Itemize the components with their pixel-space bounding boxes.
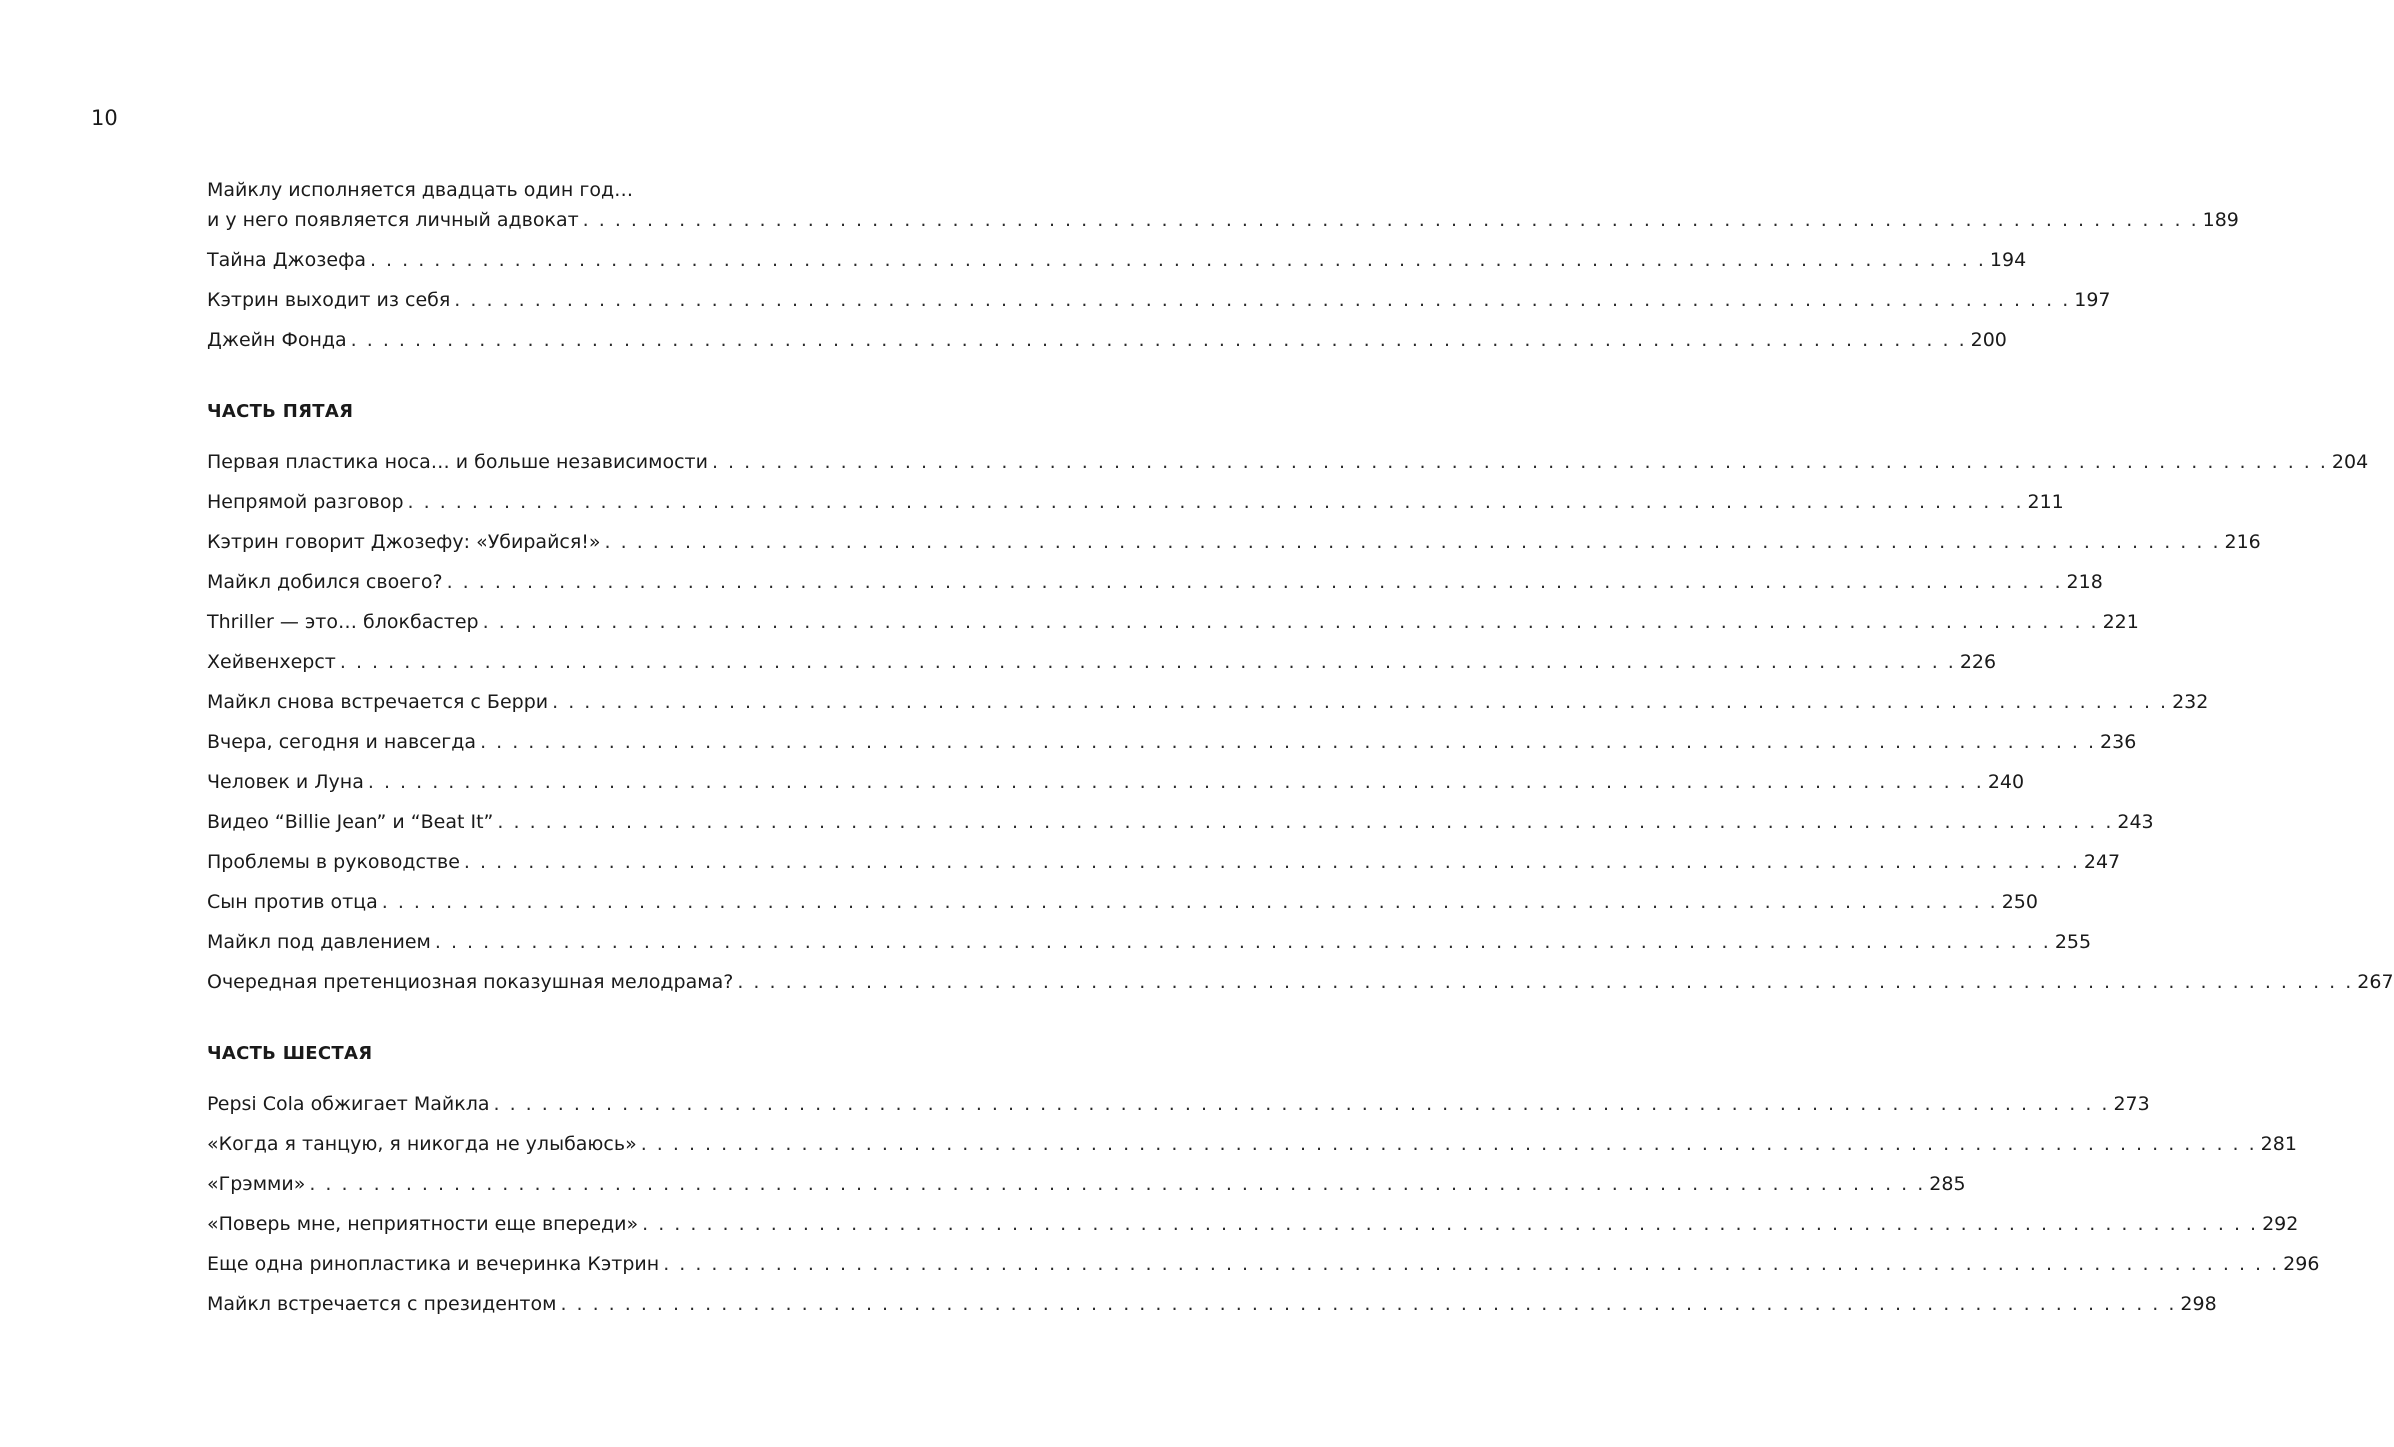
- toc-entry-title: Хейвенхерст: [207, 651, 336, 673]
- toc-top-group: [207, 175, 2239, 365]
- toc-entry-title: Thriller — это… блокбастер: [207, 611, 479, 633]
- toc-entry: [207, 767, 2025, 807]
- dot-leader: . . . . . . . . . . . . . . . . . . . . . . . . . . . . . . . . . . . . . . . . . . . . . . . . . . . . . . . . . . . . . . . . . . . . . . . . . . . . . . . . . . . . . . . . . . . . . . . . . . . . .: [369, 249, 1986, 271]
- dot-leader: . . . . . . . . . . . . . . . . . . . . . . . . . . . . . . . . . . . . . . . . . . . . . . . . . . . . . . . . . . . . . . . . . . . . . . . . . . . . . . . . . . . . . . . . . . . . . . . . . . . . .: [582, 209, 2199, 231]
- dot-leader: . . . . . . . . . . . . . . . . . . . . . . . . . . . . . . . . . . . . . . . . . . . . . . . . . . . . . . . . . . . . . . . . . . . . . . . . . . . . . . . . . . . . . . . . . . . . . . . . . . . . .: [350, 329, 1967, 351]
- toc-entry-page: 204: [2331, 451, 2369, 473]
- toc-entry-page: 211: [2027, 491, 2064, 513]
- toc-entry-page: 232: [2172, 691, 2209, 713]
- toc-entry-title: «Поверь мне, неприятности еще впереди»: [207, 1213, 639, 1235]
- table-of-contents: [207, 175, 2394, 1329]
- toc-entry-title: Майкл под давлением: [207, 931, 431, 953]
- section-heading: ЧАСТЬ ШЕСТАЯ: [207, 1043, 373, 1064]
- toc-entry-title: Первая пластика носа… и больше независимости: [207, 451, 708, 473]
- toc-entry: [207, 1209, 2299, 1249]
- dot-leader: . . . . . . . . . . . . . . . . . . . . . . . . . . . . . . . . . . . . . . . . . . . . . . . . . . . . . . . . . . . . . . . . . . . . . . . . . . . . . . . . . . . . . . . . . . . . . . . . . . . . .: [552, 691, 2169, 713]
- toc-entry-title: Кэтрин говорит Джозефу: «Убирайся!»: [207, 531, 601, 553]
- toc-entry: [207, 1289, 2217, 1329]
- toc-entry: [207, 927, 2092, 967]
- toc-entry: [207, 325, 2007, 365]
- toc-entry-title: Очередная претенциозная показушная мелодрама?: [207, 971, 734, 993]
- toc-entry-page: 236: [2100, 731, 2137, 753]
- dot-leader: . . . . . . . . . . . . . . . . . . . . . . . . . . . . . . . . . . . . . . . . . . . . . . . . . . . . . . . . . . . . . . . . . . . . . . . . . . . . . . . . . . . . . . . . . . . . . . . . . . . . .: [737, 971, 2354, 993]
- toc-entry: [207, 285, 2111, 325]
- toc-entry-page: 296: [2283, 1253, 2320, 1275]
- toc-entry: [207, 687, 2209, 727]
- toc-entry-title: «Грэмми»: [207, 1173, 306, 1195]
- toc-entry-page: 250: [2001, 891, 2038, 913]
- toc-section-five: [207, 397, 2394, 1007]
- toc-entry: [207, 487, 2064, 527]
- dot-leader: . . . . . . . . . . . . . . . . . . . . . . . . . . . . . . . . . . . . . . . . . . . . . . . . . . . . . . . . . . . . . . . . . . . . . . . . . . . . . . . . . . . . . . . . . . . . . . . . . . . . .: [480, 731, 2097, 753]
- dot-leader: . . . . . . . . . . . . . . . . . . . . . . . . . . . . . . . . . . . . . . . . . . . . . . . . . . . . . . . . . . . . . . . . . . . . . . . . . . . . . . . . . . . . . . . . . . . . . . . . . . . . .: [309, 1173, 1926, 1195]
- toc-entry-title: и у него появляется личный адвокат: [207, 209, 579, 231]
- toc-entry-page: 247: [2083, 851, 2121, 873]
- toc-entry: [207, 205, 2239, 245]
- toc-entry-title: Pepsi Cola обжигает Майкла: [207, 1093, 490, 1115]
- toc-entry-title: Кэтрин выходит из себя: [207, 289, 451, 311]
- toc-entry-title: Майклу исполняется двадцать один год…: [207, 179, 634, 201]
- dot-leader: . . . . . . . . . . . . . . . . . . . . . . . . . . . . . . . . . . . . . . . . . . . . . . . . . . . . . . . . . . . . . . . . . . . . . . . . . . . . . . . . . . . . . . . . . . . . . . . . . . . . .: [367, 771, 1984, 793]
- toc-entry: [207, 967, 2394, 1007]
- toc-entry-page: 292: [2262, 1213, 2299, 1235]
- dot-leader: . . . . . . . . . . . . . . . . . . . . . . . . . . . . . . . . . . . . . . . . . . . . . . . . . . . . . . . . . . . . . . . . . . . . . . . . . . . . . . . . . . . . . . . . . . . . . . . . . . . . .: [497, 811, 2114, 833]
- toc-entry: [207, 1089, 2150, 1129]
- dot-leader: . . . . . . . . . . . . . . . . . . . . . . . . . . . . . . . . . . . . . . . . . . . . . . . . . . . . . . . . . . . . . . . . . . . . . . . . . . . . . . . . . . . . . . . . . . . . . . . . . . . . .: [381, 891, 1998, 913]
- toc-entry-title: Еще одна ринопластика и вечеринка Кэтрин: [207, 1253, 660, 1275]
- toc-entry: [207, 527, 2261, 567]
- toc-entry-page: 281: [2260, 1133, 2297, 1155]
- toc-entry: [207, 1129, 2297, 1169]
- toc-entry: [207, 447, 2369, 487]
- toc-entry-page: 226: [1959, 651, 1997, 673]
- toc-entry-page: 298: [2180, 1293, 2217, 1315]
- toc-entry: [207, 1169, 1966, 1209]
- toc-entry-page: 221: [2102, 611, 2139, 633]
- toc-entry-title: Майкл добился своего?: [207, 571, 443, 593]
- toc-entry-page: 243: [2117, 811, 2154, 833]
- toc-entry-title: Человек и Луна: [207, 771, 364, 793]
- dot-leader: . . . . . . . . . . . . . . . . . . . . . . . . . . . . . . . . . . . . . . . . . . . . . . . . . . . . . . . . . . . . . . . . . . . . . . . . . . . . . . . . . . . . . . . . . . . . . . . . . . . . .: [339, 651, 1956, 673]
- dot-leader: . . . . . . . . . . . . . . . . . . . . . . . . . . . . . . . . . . . . . . . . . . . . . . . . . . . . . . . . . . . . . . . . . . . . . . . . . . . . . . . . . . . . . . . . . . . . . . . . . . . . .: [642, 1213, 2259, 1235]
- toc-entry-title: Майкл снова встречается с Берри: [207, 691, 549, 713]
- toc-entry-page: 218: [2066, 571, 2103, 593]
- dot-leader: . . . . . . . . . . . . . . . . . . . . . . . . . . . . . . . . . . . . . . . . . . . . . . . . . . . . . . . . . . . . . . . . . . . . . . . . . . . . . . . . . . . . . . . . . . . . . . . . . . . . .: [407, 491, 2024, 513]
- toc-entry-page: 285: [1929, 1173, 1966, 1195]
- toc-entry-page: 255: [2054, 931, 2092, 953]
- dot-leader: . . . . . . . . . . . . . . . . . . . . . . . . . . . . . . . . . . . . . . . . . . . . . . . . . . . . . . . . . . . . . . . . . . . . . . . . . . . . . . . . . . . . . . . . . . . . . . . . . . . . .: [560, 1293, 2177, 1315]
- toc-entry: [207, 567, 2103, 607]
- toc-entry: [207, 245, 2027, 285]
- toc-entry: [207, 807, 2154, 847]
- toc-entry-title: Сын против отца: [207, 891, 378, 913]
- page-number: 10: [91, 106, 118, 130]
- toc-entry-page: 197: [2074, 289, 2111, 311]
- toc-entry: [207, 847, 2121, 887]
- toc-section-six: [207, 1039, 2320, 1329]
- toc-entry-title: Видео “Billie Jean” и “Beat It”: [207, 811, 494, 833]
- toc-entry: [207, 1249, 2320, 1289]
- dot-leader: . . . . . . . . . . . . . . . . . . . . . . . . . . . . . . . . . . . . . . . . . . . . . . . . . . . . . . . . . . . . . . . . . . . . . . . . . . . . . . . . . . . . . . . . . . . . . . . . . . . . .: [446, 571, 2063, 593]
- toc-entry-page: 273: [2113, 1093, 2150, 1115]
- toc-entry-page: 194: [1989, 249, 2027, 271]
- dot-leader: . . . . . . . . . . . . . . . . . . . . . . . . . . . . . . . . . . . . . . . . . . . . . . . . . . . . . . . . . . . . . . . . . . . . . . . . . . . . . . . . . . . . . . . . . . . . . . . . . . . . .: [482, 611, 2099, 633]
- toc-entry: [207, 727, 2137, 767]
- toc-entry-page: 267: [2357, 971, 2394, 993]
- toc-entry-page: 240: [1987, 771, 2025, 793]
- toc-entry: [207, 607, 2139, 647]
- toc-entry: [207, 647, 1997, 687]
- toc-entry-title: Вчера, сегодня и навсегда: [207, 731, 477, 753]
- toc-entry-page: 200: [1970, 329, 2007, 351]
- toc-entry-title-line: [207, 175, 868, 205]
- toc-entry: [207, 887, 2038, 927]
- dot-leader: . . . . . . . . . . . . . . . . . . . . . . . . . . . . . . . . . . . . . . . . . . . . . . . . . . . . . . . . . . . . . . . . . . . . . . . . . . . . . . . . . . . . . . . . . . . . . . . . . . . . .: [663, 1253, 2280, 1275]
- dot-leader: . . . . . . . . . . . . . . . . . . . . . . . . . . . . . . . . . . . . . . . . . . . . . . . . . . . . . . . . . . . . . . . . . . . . . . . . . . . . . . . . . . . . . . . . . . . . . . . . . . . . .: [454, 289, 2071, 311]
- toc-entry-title: Проблемы в руководстве: [207, 851, 460, 873]
- dot-leader: . . . . . . . . . . . . . . . . . . . . . . . . . . . . . . . . . . . . . . . . . . . . . . . . . . . . . . . . . . . . . . . . . . . . . . . . . . . . . . . . . . . . . . . . . . . . . . . . . . . . .: [640, 1133, 2257, 1155]
- dot-leader: . . . . . . . . . . . . . . . . . . . . . . . . . . . . . . . . . . . . . . . . . . . . . . . . . . . . . . . . . . . . . . . . . . . . . . . . . . . . . . . . . . . . . . . . . . . . . . . . . . . . .: [493, 1093, 2110, 1115]
- dot-leader: . . . . . . . . . . . . . . . . . . . . . . . . . . . . . . . . . . . . . . . . . . . . . . . . . . . . . . . . . . . . . . . . . . . . . . . . . . . . . . . . . . . . . . . . . . . . . . . . . . . . .: [604, 531, 2221, 553]
- toc-entry-title: «Когда я танцую, я никогда не улыбаюсь»: [207, 1133, 637, 1155]
- dot-leader: . . . . . . . . . . . . . . . . . . . . . . . . . . . . . . . . . . . . . . . . . . . . . . . . . . . . . . . . . . . . . . . . . . . . . . . . . . . . . . . . . . . . . . . . . . . . . . . . . . . . .: [434, 931, 2051, 953]
- dot-leader: . . . . . . . . . . . . . . . . . . . . . . . . . . . . . . . . . . . . . . . . . . . . . . . . . . . . . . . . . . . . . . . . . . . . . . . . . . . . . . . . . . . . . . . . . . . . . . . . . . . . .: [463, 851, 2080, 873]
- toc-entry-title: Непрямой разговор: [207, 491, 404, 513]
- dot-leader: . . . . . . . . . . . . . . . . . . . . . . . . . . . . . . . . . . . . . . . . . . . . . . . . . . . . . . . . . . . . . . . . . . . . . . . . . . . . . . . . . . . . . . . . . . . . . . . . . . . . .: [711, 451, 2328, 473]
- toc-entry-page: 189: [2202, 209, 2239, 231]
- section-heading: ЧАСТЬ ПЯТАЯ: [207, 401, 354, 422]
- toc-entry-title: Майкл встречается с президентом: [207, 1293, 557, 1315]
- toc-entry-page: 216: [2224, 531, 2261, 553]
- toc-entry-title: Тайна Джозефа: [207, 249, 366, 271]
- toc-entry-title: Джейн Фонда: [207, 329, 347, 351]
